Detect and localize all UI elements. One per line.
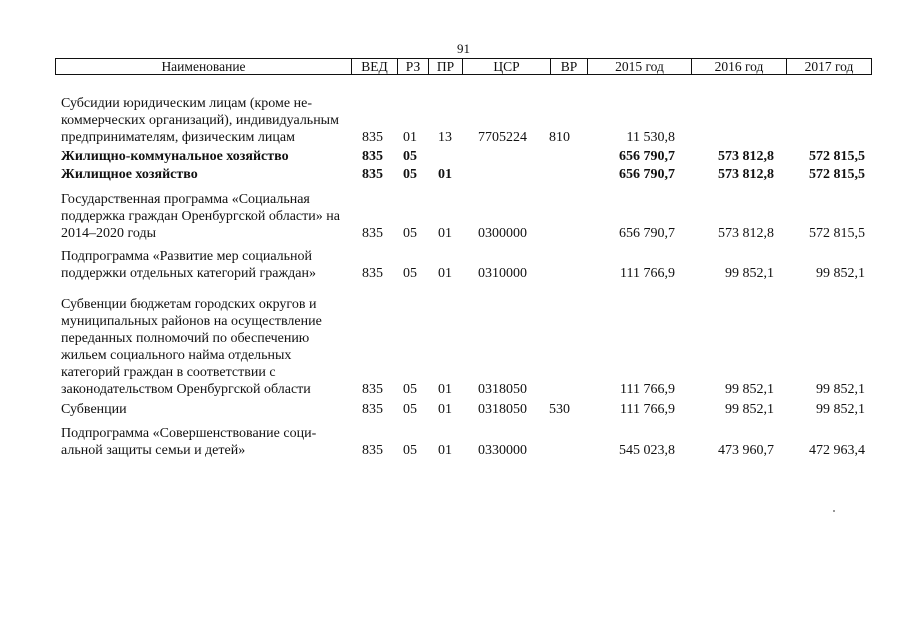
header-pr: ПР [429,59,463,75]
row-2017: 572 815,5 [809,226,865,241]
header-2016: 2016 год [692,59,787,75]
row-2017: 99 852,1 [816,402,865,417]
row-2016: 99 852,1 [725,382,774,397]
header-csr: ЦСР [463,59,551,75]
row-rz: 05 [403,167,417,182]
row-ved: 835 [362,382,383,397]
table-row [0,248,905,282]
scan-speck [833,510,835,512]
row-name: Подпрограмма «Совершенствование социальной защиты семьи и детей» [61,426,317,458]
row-rz: 05 [403,226,417,241]
row-2017: 472 963,4 [809,443,865,458]
row-csr: 0330000 [478,443,527,458]
row-pr: 01 [438,266,452,281]
row-ved: 835 [362,167,383,182]
row-rz: 05 [403,149,417,164]
row-csr: 0310000 [478,266,527,281]
row-ved: 835 [362,149,383,164]
row-rz: 05 [403,266,417,281]
table-row [0,425,905,459]
row-2015: 545 023,8 [619,443,675,458]
row-csr: 7705224 [478,130,527,145]
row-pr: 01 [438,226,452,241]
page-number: 91 [457,41,470,56]
header-2017: 2017 год [787,59,872,75]
row-name: Подпрограмма «Развитие мер социальной поддержки отдельных категорий граждан» [61,249,316,281]
table-row [0,78,905,146]
table-row [0,190,905,242]
row-rz: 05 [403,443,417,458]
header-name: Наименование [56,59,352,75]
header-2015: 2015 год [588,59,692,75]
row-rz: 01 [403,130,417,145]
row-2017: 572 815,5 [809,149,865,164]
row-2017: 99 852,1 [816,382,865,397]
row-vr: 810 [549,130,570,145]
row-2017: 99 852,1 [816,266,865,281]
row-2015: 656 790,7 [619,226,675,241]
row-rz: 05 [403,402,417,417]
row-rz: 05 [403,382,417,397]
row-vr: 530 [549,402,570,417]
table-row [0,166,905,183]
row-name: Субвенции [61,402,127,417]
row-2016: 99 852,1 [725,266,774,281]
row-pr: 01 [438,402,452,417]
row-ved: 835 [362,226,383,241]
row-pr: 13 [438,130,452,145]
row-name: Субвенции бюджетам городских округов и муниципальных районов на осуществление переданных полномочий по обеспечению жильем социального найма отдельных категорий граждан в соответствии с законодательством Оренбургской области [61,297,322,397]
row-2015: 111 766,9 [620,402,675,417]
row-csr: 0318050 [478,382,527,397]
row-2016: 573 812,8 [718,226,774,241]
row-ved: 835 [362,443,383,458]
row-pr: 01 [438,443,452,458]
row-ved: 835 [362,402,383,417]
row-2015: 111 766,9 [620,266,675,281]
table-row [0,401,905,418]
row-ved: 835 [362,266,383,281]
header-ved: ВЕД [352,59,398,75]
table-row [0,148,905,165]
row-2016: 99 852,1 [725,402,774,417]
row-2015: 656 790,7 [619,149,675,164]
row-2016: 573 812,8 [718,149,774,164]
header-rz: РЗ [398,59,429,75]
row-2015: 656 790,7 [619,167,675,182]
table-row [0,295,905,398]
row-2015: 11 530,8 [626,130,675,145]
row-2016: 573 812,8 [718,167,774,182]
row-csr: 0318050 [478,402,527,417]
row-name: Субсидии юридическим лицам (кроме некоммерческих организаций), индивидуальным предпринимателям, физическим лицам [61,96,339,145]
row-name: Жилищное хозяйство [61,167,198,182]
row-2017: 572 815,5 [809,167,865,182]
row-ved: 835 [362,130,383,145]
row-name: Государственная программа «Социальная поддержка граждан Оренбургской области» на 2014–2020 годы [61,192,340,241]
row-pr: 01 [438,167,452,182]
row-name: Жилищно-коммунальное хозяйство [61,149,289,164]
row-csr: 0300000 [478,226,527,241]
row-2015: 111 766,9 [620,382,675,397]
row-2016: 473 960,7 [718,443,774,458]
table-header [55,58,872,75]
header-vr: ВР [551,59,588,75]
row-pr: 01 [438,382,452,397]
